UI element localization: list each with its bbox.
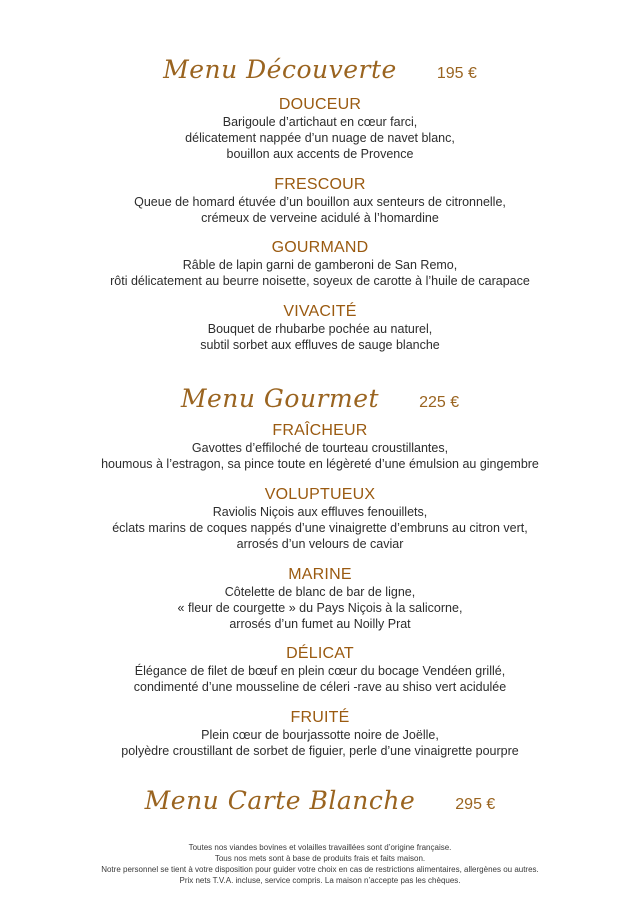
course-description-line: Gavottes d’effiloché de tourteau croustillantes, [191, 441, 449, 455]
course-description-line: Râble de lapin garni de gamberoni de San Remo, [182, 258, 458, 272]
course-description-line: Raviolis Niçois aux effluves fenouillets, [212, 505, 428, 519]
course-title: VOLUPTUEUX [264, 486, 376, 503]
course-description-line: Bouquet de rhubarbe pochée au naturel, [207, 322, 433, 336]
footer-line: Tous nos mets sont à base de produits frais et faits maison. [214, 854, 426, 863]
course-delicat [0, 645, 640, 695]
course-title: VIVACITÉ [283, 303, 357, 320]
course-fruite [0, 709, 640, 759]
course-description-line: bouillon aux accents de Provence [226, 147, 414, 161]
menu-price: 295 € [455, 796, 496, 813]
course-vivacite [0, 303, 640, 353]
course-title: DÉLICAT [286, 645, 354, 662]
footer-notes [0, 842, 640, 886]
course-description-line: subtil sorbet aux effluves de sauge blanche [200, 338, 440, 352]
menu-title: Menu Carte Blanche [144, 786, 416, 815]
course-title: DOUCEUR [278, 96, 362, 113]
course-title: MARINE [288, 566, 352, 583]
course-frescour [0, 176, 640, 226]
course-fraicheur [0, 422, 640, 472]
course-description-line: Élégance de filet de bœuf en plein cœur du bocage Vendéen grillé, [134, 664, 506, 678]
course-description-line: houmous à l’estragon, sa pince toute en légèreté d’une émulsion au gingembre [101, 457, 539, 471]
menu-decouverte-header [0, 55, 640, 84]
course-title: FRUITÉ [290, 709, 350, 726]
menu-price: 195 € [436, 65, 477, 82]
footer-line: Notre personnel se tient à votre disposition pour guider votre choix en cas de restrictions alimentaires, allergènes ou autres. [101, 865, 539, 874]
course-description-line: délicatement nappée d’un nuage de navet blanc, [185, 131, 455, 145]
course-description-line: « fleur de courgette » du Pays Niçois à la salicorne, [177, 601, 463, 615]
course-title: FRESCOUR [274, 176, 366, 193]
course-description-line: Barigoule d’artichaut en cœur farci, [222, 115, 418, 129]
course-description-line: arrosés d’un velours de caviar [236, 537, 404, 551]
course-description-line: crémeux de verveine acidulé à l’homardine [201, 211, 439, 225]
course-description-line: arrosés d’un fumet au Noilly Prat [229, 617, 411, 631]
footer-line: Toutes nos viandes bovines et volailles travaillées sont d’origine française. [188, 843, 452, 852]
course-description-line: Côtelette de blanc de bar de ligne, [224, 585, 416, 599]
menu-price: 225 € [419, 394, 460, 411]
footer-line: Prix nets T.V.A. incluse, service compris. La maison n’accepte pas les chèques. [179, 876, 461, 885]
menu-title: Menu Découverte [163, 55, 397, 84]
course-gourmand [0, 239, 640, 289]
menu-gourmet-header [0, 384, 640, 413]
course-description-line: éclats marins de coques nappés d’une vinaigrette d’embruns au citron vert, [112, 521, 528, 535]
course-title: FRAÎCHEUR [272, 422, 368, 439]
course-title: GOURMAND [271, 239, 369, 256]
course-voluptueux [0, 486, 640, 552]
menu-title: Menu Gourmet [180, 384, 380, 413]
course-description-line: condimenté d’une mousseline de céleri -rave au shiso vert acidulée [133, 680, 507, 694]
menu-carte-blanche-header [0, 786, 640, 815]
course-description-line: rôti délicatement au beurre noisette, soyeux de carotte à l’huile de carapace [110, 274, 530, 288]
course-marine [0, 566, 640, 632]
course-description-line: Queue de homard étuvée d’un bouillon aux senteurs de citronnelle, [134, 195, 506, 209]
course-description-line: polyèdre croustillant de sorbet de figuier, perle d’une vinaigrette pourpre [121, 744, 519, 758]
course-description-line: Plein cœur de bourjassotte noire de Joëlle, [201, 728, 439, 742]
course-douceur [0, 96, 640, 162]
